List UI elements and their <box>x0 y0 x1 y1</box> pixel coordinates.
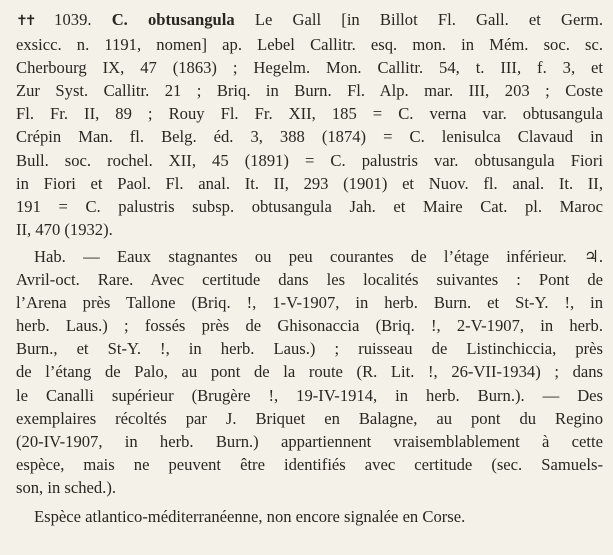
citation-line: exsicc. n. 1191, nomen] ap. Lebel Callitr. esq. mon. in Mém. soc. sc. <box>16 35 603 55</box>
habitat-line: Hab. — Eaux stagnantes ou peu courantes de l’étage inférieur. ♃. <box>34 246 603 266</box>
species-entry <box>16 8 603 241</box>
species-author: Le Gall <box>254 10 322 29</box>
genus-abbrev: C. <box>111 10 128 29</box>
habitat-line: l’Arena près Tallone (Briq. !, 1-V-1907, in herb. Burn. et St-Y. !, in <box>16 293 603 313</box>
habitat-line: le Canalli supérieur (Brugère !, 19-IV-1914, in herb. Burn.). — Des <box>16 385 603 405</box>
citation-line: II, 470 (1932). <box>16 219 113 239</box>
double-cross-marker: ✝✝ <box>16 13 34 29</box>
citation-line: [in Billot Fl. Gall. et Germ. <box>341 10 603 29</box>
habitat-line: Burn., et St-Y. !, in herb. Laus.) ; ruisseau de Listinchiccia, près <box>16 339 603 359</box>
citation-line: Zur Syst. Callitr. 21 ; Briq. in Burn. Fl. Alp. mar. III, 203 ; Coste <box>16 81 603 101</box>
citation-line: 191 = C. palustris subsp. obtusangula Jah. et Maire Cat. pl. Maroc <box>16 196 603 216</box>
distribution-note: Espèce atlantico-méditerranéenne, non encore signalée en Corse. <box>34 506 466 526</box>
habitat-line: (20-IV-1907, in herb. Burn.) appartiennent vraisemblablement à cette <box>16 431 603 451</box>
citation-line: Fl. Fr. II, 89 ; Rouy Fl. Fr. XII, 185 = C. verna var. obtusangula <box>16 104 603 124</box>
habitat-section <box>16 245 603 499</box>
citation-line: in Fiori et Paol. Fl. anal. It. II, 293 (1901) et Nuov. fl. anal. It. II, <box>16 173 603 193</box>
habitat-line: son, in sched.). <box>16 477 117 497</box>
entry-line-1 <box>16 8 603 33</box>
entry-number: 1039. <box>54 10 92 29</box>
citation-line: Cherbourg IX, 47 (1863) ; Hegelm. Mon. Callitr. 54, t. III, f. 3, et <box>16 58 603 78</box>
habitat-line: Avril-oct. Rare. Avec certitude dans les localités suivantes : Pont de <box>16 270 603 290</box>
habitat-line: espèce, mais ne peuvent être identifiés avec certitude (sec. Samuels- <box>16 454 603 474</box>
citation-line: Crépin Man. fl. Belg. éd. 3, 388 (1874) = C. lenisulca Clavaud in <box>16 127 603 147</box>
citation-line: Bull. soc. rochel. XII, 45 (1891) = C. palustris var. obtusangula Fiori <box>16 150 603 170</box>
habitat-line: herb. Laus.) ; fossés près de Ghisonaccia (Briq. !, 2-V-1907, in herb. <box>16 316 603 336</box>
species-epithet: obtusangula <box>148 10 235 29</box>
habitat-line: de l’étang de Palo, au pont de la route (R. Lit. !, 26-VII-1934) ; dans <box>16 362 603 382</box>
habitat-line: exemplaires récoltés par J. Briquet en Balagne, au pont du Regino <box>16 408 603 428</box>
